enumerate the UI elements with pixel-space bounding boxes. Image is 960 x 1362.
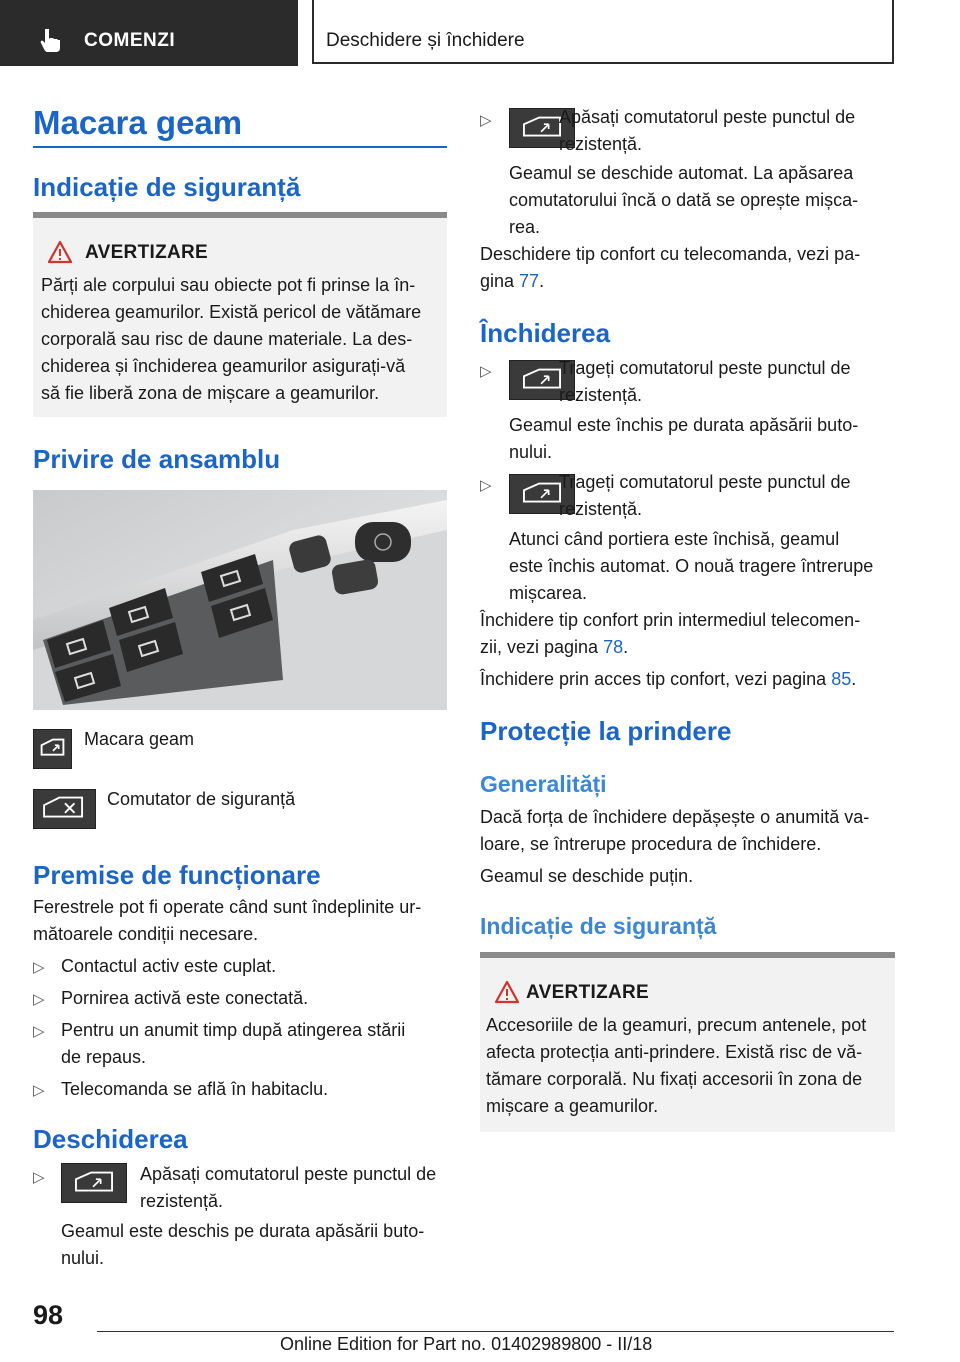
bullet-triangle-icon: ▷ [480, 363, 492, 380]
result-line: este închis automat. O nouă tragere întrerupe [509, 556, 874, 576]
warning-line: chiderea și închiderea geamurilor asigurați-vă [41, 356, 406, 376]
result-line: mișcarea. [509, 583, 588, 603]
prereq-line: mătoarele condiții necesare. [33, 924, 259, 944]
warning-line: corporală sau risc de daune materiale. La des- [41, 329, 413, 349]
text-fragment: Închidere prin acces tip confort, vezi pagina [480, 669, 832, 689]
protection-heading: Protecție la prindere [480, 716, 732, 746]
warning-line: să fie liberă zona de mișcare a geamurilor. [41, 383, 380, 403]
bullet-triangle-icon: ▷ [33, 1082, 45, 1099]
result-line: rea. [509, 217, 541, 237]
result-line: Geamul se deschide automat. La apăsarea [509, 163, 854, 183]
close-auto-step [559, 469, 851, 523]
bullet-triangle-icon: ▷ [33, 959, 45, 976]
comfort-close-text [480, 607, 860, 661]
closing-heading: Închiderea [480, 318, 611, 348]
close-step [559, 355, 851, 409]
window-switch-icon [33, 729, 72, 769]
warning-title: AVERTIZARE [85, 242, 208, 263]
prereq-heading: Premise de funcționare [33, 860, 321, 890]
result-line: nului. [509, 442, 553, 462]
step-line: rezistență. [559, 134, 643, 154]
opening-result [61, 1218, 424, 1272]
bullet-triangle-icon: ▷ [480, 112, 492, 129]
general-text-2: Geamul se deschide puțin. [480, 866, 694, 886]
window-switches-photo [33, 490, 447, 710]
text-fragment: . [623, 637, 629, 657]
result-line: Geamul este deschis pe durata apăsării buto- [61, 1221, 425, 1241]
warning-line: Accesoriile de la geamuri, precum antenele, pot [486, 1015, 867, 1035]
result-line: Atunci când portiera este închisă, geamul [509, 529, 840, 549]
warning-line: afecta protecția anti-prindere. Există risc de vă- [486, 1042, 863, 1062]
page-title: Macara geam [33, 104, 243, 141]
warning-line: mișcare a geamurilor. [486, 1096, 659, 1116]
general-text [480, 804, 869, 858]
safety-heading-2: Indicație de siguranță [480, 913, 717, 939]
prereq-item: Contactul activ este cuplat. [61, 956, 277, 976]
opening-step [140, 1161, 436, 1215]
step-line: rezistență. [140, 1191, 224, 1211]
general-line: Dacă forța de închidere depășește o anumită va- [480, 807, 870, 827]
text-fragment: . [539, 271, 545, 291]
warning-title: AVERTIZARE [526, 982, 649, 1003]
chapter-tab[interactable] [0, 0, 298, 66]
comfort-open-line [480, 268, 860, 295]
page-header [0, 0, 960, 66]
prereq-item-line: Pentru un anumit timp după atingerea stării [61, 1020, 406, 1040]
prereq-item: Pornirea activă este conectată. [61, 988, 309, 1008]
section-tab-label: Deschidere și închidere [326, 30, 525, 51]
prereq-item [61, 1017, 405, 1071]
legend-label: Macara geam [84, 729, 195, 749]
warning-triangle-icon [47, 240, 73, 264]
text-fragment: zii, vezi pagina [480, 637, 604, 657]
warning-text [486, 1012, 866, 1120]
warning-line: chiderea geamurilor. Există pericol de vătămare [41, 302, 422, 322]
prereq-item: Telecomanda se află în habitaclu. [61, 1079, 329, 1099]
text-fragment: gina [480, 271, 520, 291]
prereq-item-line: de repaus. [61, 1047, 147, 1067]
section-tab[interactable] [312, 0, 894, 64]
comfort-close-line [480, 634, 860, 661]
window-switch-icon [61, 1163, 127, 1203]
warning-text [41, 272, 421, 407]
general-heading: Generalități [480, 771, 607, 797]
step-line: Apăsați comutatorul peste punctul de [559, 107, 856, 127]
text-fragment: . [851, 669, 857, 689]
bullet-triangle-icon: ▷ [33, 991, 45, 1008]
bullet-triangle-icon: ▷ [33, 1023, 45, 1040]
result-line: comutatorului încă o dată se oprește mișca- [509, 190, 859, 210]
prereq-text [33, 894, 447, 948]
bullet-triangle-icon: ▷ [33, 1169, 45, 1186]
close-auto-result [509, 526, 873, 607]
step-line: rezistență. [559, 499, 643, 519]
title-rule [33, 146, 447, 148]
comfort-access-text [480, 666, 856, 693]
comfort-open-text [480, 241, 860, 295]
step-line: rezistență. [559, 385, 643, 405]
warning-box-2 [480, 952, 895, 1132]
edition-note: Online Edition for Part no. 01402989800 - II/18 [280, 1334, 653, 1354]
step-line: Trageți comutatorul peste punctul de [559, 358, 851, 378]
opening-heading: Deschiderea [33, 1124, 188, 1154]
overview-heading: Privire de ansamblu [33, 444, 281, 474]
close-result [509, 412, 858, 466]
safety-switch-icon [33, 789, 96, 829]
result-line: Geamul este închis pe durata apăsării buto- [509, 415, 859, 435]
comfort-open-line: Deschidere tip confort cu telecomanda, vezi pa- [480, 244, 861, 264]
safety-heading: Indicație de siguranță [33, 172, 301, 202]
page-link[interactable]: 77 [519, 271, 540, 291]
result-line: nului. [61, 1248, 105, 1268]
page-link[interactable]: 78 [603, 637, 624, 657]
warning-line: tămare corporală. Nu fixați accesorii în zona de [486, 1069, 863, 1089]
page-link[interactable]: 85 [831, 669, 852, 689]
bullet-triangle-icon: ▷ [480, 477, 492, 494]
step-line: Trageți comutatorul peste punctul de [559, 472, 851, 492]
prereq-line: Ferestrele pot fi operate când sunt îndeplinite ur- [33, 897, 422, 917]
page-number: 98 [33, 1300, 64, 1330]
hand-pointer-icon [38, 27, 64, 53]
general-line: loare, se întrerupe procedura de închidere. [480, 834, 822, 854]
chapter-tab-label: COMENZI [84, 30, 176, 51]
footer-rule [97, 1331, 894, 1332]
warning-box [33, 212, 447, 417]
warning-line: Părți ale corpului sau obiecte pot fi prinse la în- [41, 275, 416, 295]
open-auto-result [509, 160, 858, 241]
comfort-close-line: Închidere tip confort prin intermediul telecomen- [480, 610, 861, 630]
step-line: Apăsați comutatorul peste punctul de [140, 1164, 437, 1184]
open-auto-step [559, 104, 855, 158]
switch-panel-illustration [33, 490, 447, 710]
warning-triangle-icon [494, 980, 520, 1004]
legend-label: Comutator de siguranță [107, 789, 296, 809]
